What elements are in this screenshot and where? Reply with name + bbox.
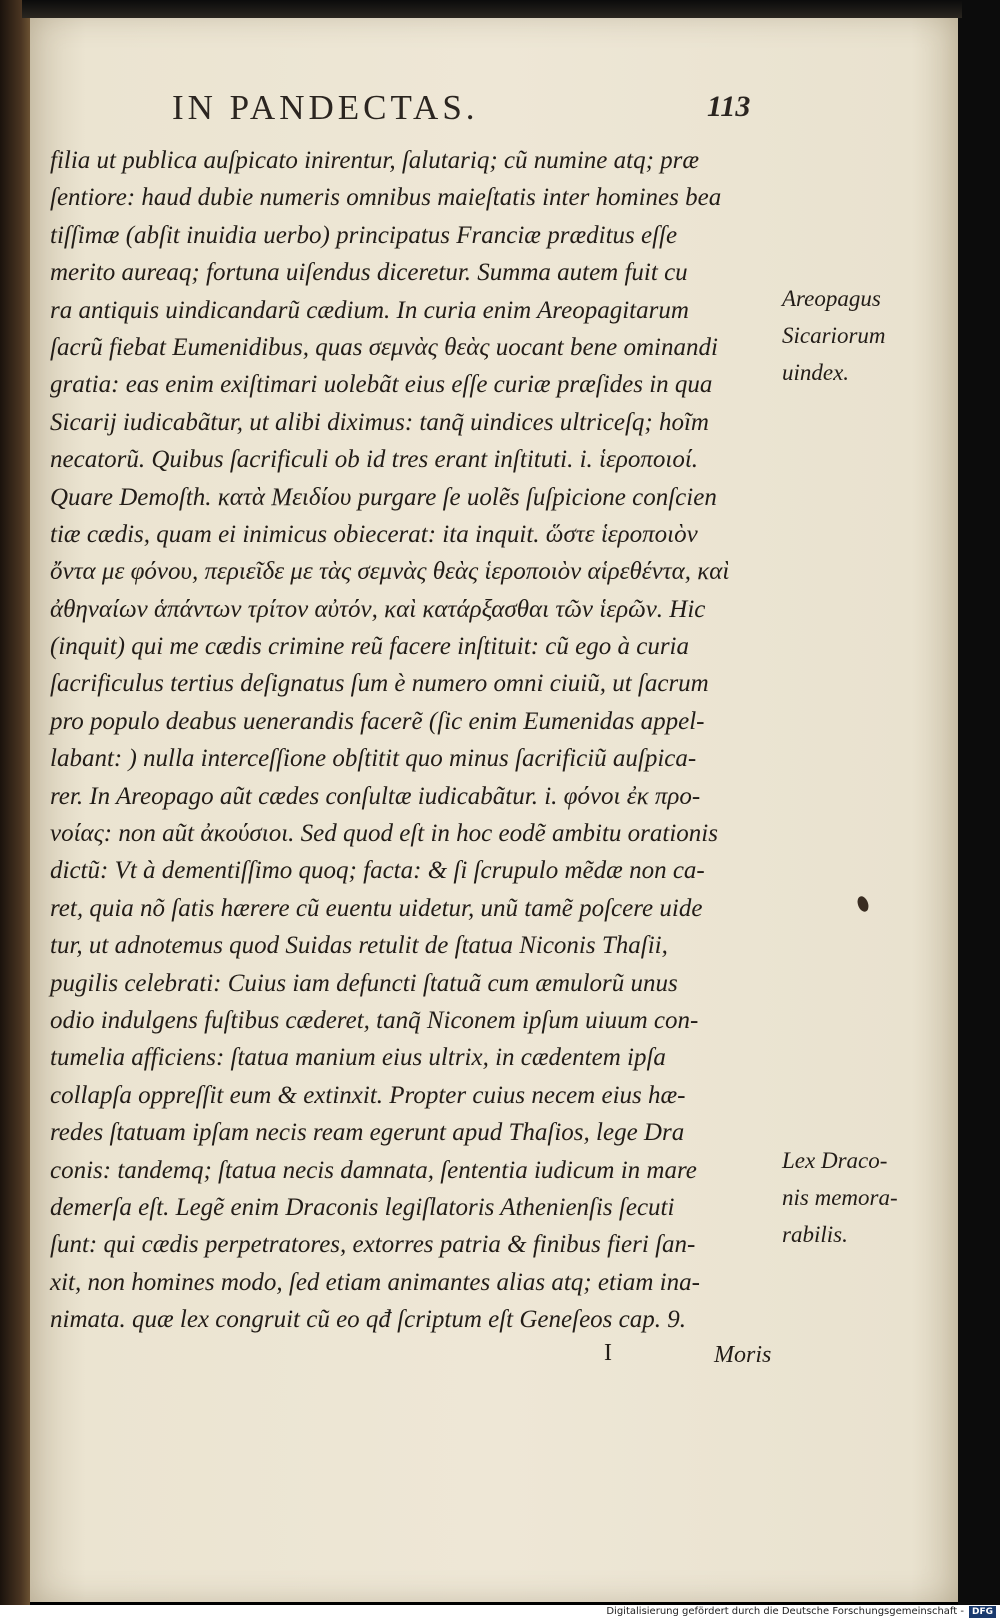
text-line: ſacrificulus tertius deſignatus ſum è numero omni ciuiũ, ut ſacrum	[50, 670, 709, 698]
marginal-note-line: Areopagus	[782, 286, 881, 311]
funding-credit: Digitalisierung gefördert durch die Deutsche Forschungsgemeinschaft -	[606, 1606, 964, 1617]
text-line: rer. In Areopago aũt cædes conſultæ iudicabãtur. i. φόνοι ἐκ προ-	[50, 782, 701, 810]
text-line: ra antiquis uindicandarũ cædium. In curia enim Areopagitarum	[50, 296, 689, 324]
text-line: Sicarij iudicabãtur, ut alibi diximus: tanq̃ uindices ultriceſq; hoĩm	[50, 408, 709, 436]
text-line: pugilis celebrati: Cuius iam defuncti ſtatuã cum æmulorũ unus	[50, 969, 678, 997]
text-line: (inquit) qui me cædis crimine reũ facere inſtituit: cũ ego à curia	[50, 633, 689, 661]
text-line: merito aureaq; fortuna uiſendus diceretur. Summa autem fuit cu	[50, 259, 688, 287]
text-line: collapſa oppreſſit eum & extinxit. Propter cuius necem eius hæ-	[50, 1081, 686, 1109]
marginal-note-lex-draconis	[782, 1142, 898, 1253]
text-line: demerſa eſt. Legẽ enim Draconis legiſlatoris Athenienſis ſecuti	[50, 1193, 675, 1221]
text-line: tiæ cædis, quam ei inimicus obiecerat: ita inquit. ὥστε ἱεροποιὸν	[50, 520, 698, 548]
text-line: tumelia afficiens: ſtatua manium eius ultrix, in cædentem ipſa	[50, 1044, 666, 1072]
marginal-note-line: uindex.	[782, 360, 850, 385]
body-text	[50, 142, 770, 1339]
text-line: ὄντα με φόνου, περιεῖδε με τὰς σεμνὰς θεὰς ἱεροποιὸν αἱρεθέντα, καὶ	[50, 558, 730, 586]
text-line: xit, non homines modo, ſed etiam animantes alias atq; etiam ina-	[50, 1268, 700, 1296]
text-line: tur, ut adnotemus quod Suidas retulit de ſtatua Niconis Thaſii,	[50, 932, 668, 960]
text-line: ſacrũ fiebat Eumenidibus, quas σεμνὰς θεὰς uocant bene ominandi	[50, 333, 718, 361]
signature-mark: I	[604, 1340, 612, 1366]
running-head: IN PANDECTAS.	[172, 88, 479, 127]
text-line: odio indulgens fuſtibus cæderet, tanq̃ Niconem ipſum uiuum con-	[50, 1006, 699, 1034]
text-line: tiſſimæ (abſit inuidia uerbo) principatus Franciæ præditus eſſe	[50, 221, 678, 249]
page-number: 113	[707, 90, 751, 123]
text-line: labant: ) nulla interceſſione obſtitit quo minus ſacrificiũ auſpica-	[50, 745, 697, 773]
text-line: dictũ: Vt à dementiſſimo quoq; facta: & ſi ſcrupulo mẽdæ non ca-	[50, 857, 705, 885]
text-line: ſunt: qui cædis perpetratores, extorres patria & finibus fieri ſan-	[50, 1231, 696, 1259]
text-line: ἀθηναίων ἁπάντων τρίτον αὐτόν, καὶ κατάρξασθαι τῶν ἱερῶν. Hic	[50, 595, 706, 623]
book-gutter	[0, 0, 30, 1605]
marginal-note-line: Sicariorum	[782, 323, 886, 348]
text-line: conis: tandemq; ſtatua necis damnata, ſententia iudicum in mare	[50, 1156, 697, 1184]
text-line: ret, quia nõ ſatis hærere cũ euentu uidetur, unũ tamẽ poſcere uide	[50, 894, 703, 922]
text-line: necatorũ. Quibus ſacrificuli ob id tres erant inſtituti. i. ἱεροποιοί.	[50, 446, 699, 474]
text-line: ſentiore: haud dubie numeris omnibus maieſtatis inter homines bea	[50, 184, 722, 212]
scan-top-edge	[22, 0, 962, 18]
text-line: redes ſtatuam ipſam necis ream egerunt apud Thaſios, lege Dra	[50, 1119, 685, 1147]
catchword: Moris	[714, 1342, 772, 1368]
scan-background	[958, 0, 1000, 1605]
text-line: nimata. quæ lex congruit cũ eo qđ ſcriptum eſt Geneſeos cap. 9.	[50, 1306, 686, 1334]
text-line: Quare Demoſth. κατὰ Μειδίου purgare ſe uolẽs ſuſpicione conſcien	[50, 483, 717, 511]
text-line: pro populo deabus uenerandis facerẽ (ſic enim Eumenidas appel-	[50, 707, 705, 735]
dfg-logo: DFG	[969, 1606, 996, 1618]
footer-bar	[0, 1605, 1000, 1619]
text-line: filia ut publica auſpicato inirentur, ſalutariq; cũ numine atq; præ	[50, 147, 700, 174]
marginal-note-line: nis memora-	[782, 1185, 898, 1210]
marginal-note-line: Lex Draco-	[782, 1148, 888, 1173]
marginal-note-line: rabilis.	[782, 1222, 848, 1247]
text-line: gratia: eas enim exiſtimari uolebãt eius eſſe curiæ præſides in qua	[50, 371, 713, 399]
marginal-note-areopagus	[782, 280, 886, 391]
text-line: νοίας: non aũt ἀκούσιοι. Sed quod eſt in hoc eodẽ ambitu orationis	[50, 820, 718, 848]
